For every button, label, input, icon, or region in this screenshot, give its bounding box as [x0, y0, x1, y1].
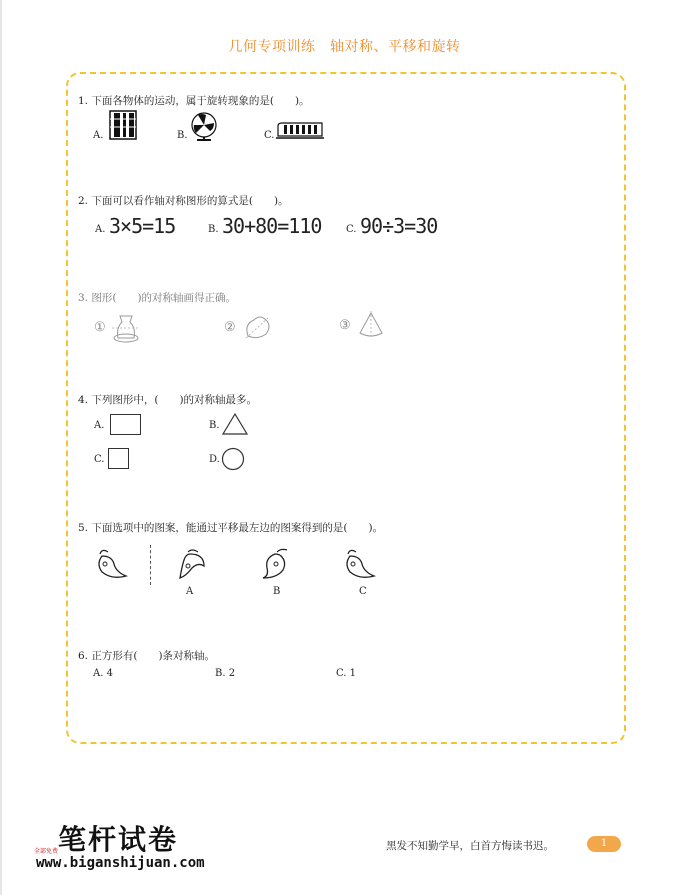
site-url: www.biganshijuan.com: [36, 855, 205, 871]
question-2-stem: 2. 下面可以看作轴对称图形的算式是( )。: [78, 195, 289, 207]
q4-option-a-label: A.: [94, 420, 105, 431]
q5-option-b-label: B: [273, 586, 281, 597]
q3-option-3-label: ③: [339, 318, 351, 333]
q6-option-c: C. 1: [336, 668, 357, 679]
page-edge: [0, 0, 2, 895]
q1-option-b-label: B.: [177, 130, 188, 141]
footer-motto: 黑发不知勤学早，白首方悔读书迟。: [386, 840, 554, 852]
site-logo-tagline: 全部免费: [34, 848, 59, 855]
leaf-icon: [242, 312, 274, 342]
pepper-icon-c: [342, 546, 378, 582]
q1-option-a-label: A.: [93, 130, 104, 141]
pepper-icon-a: [174, 546, 210, 582]
pepper-icon: [94, 546, 130, 582]
q2-option-a-label: A.: [95, 224, 106, 235]
q2-option-b-expression: 30+80=110: [222, 214, 322, 238]
q4-option-b-label: B.: [209, 420, 220, 431]
q4-option-d-label: D.: [209, 454, 220, 465]
train-icon: [276, 120, 324, 140]
q5-option-a-label: A: [186, 586, 194, 597]
q4-option-c-label: C.: [94, 454, 105, 465]
question-4-stem: 4. 下列图形中，( )的对称轴最多。: [78, 394, 258, 406]
question-6-stem: 6. 正方形有( )条对称轴。: [78, 650, 216, 662]
vase-icon: [110, 312, 142, 344]
question-1-stem: 1. 下面各物体的运动，属于旋转现象的是( )。: [78, 95, 310, 107]
site-logo-text: 笔杆试卷: [58, 823, 179, 856]
q6-option-a: A. 4: [93, 668, 113, 679]
square-icon: [108, 448, 129, 469]
worksheet-title: 几何专项训练 轴对称、平移和旋转: [228, 39, 461, 55]
sliding-door-icon: [108, 109, 138, 141]
fan-icon: [188, 111, 220, 141]
cone-icon: [356, 311, 386, 339]
q2-option-b-label: B.: [208, 224, 219, 235]
q3-option-1-label: ①: [94, 320, 106, 335]
triangle-icon: [221, 412, 249, 436]
q5-option-c-label: C: [359, 586, 367, 597]
pepper-icon-b: [259, 546, 295, 582]
q3-option-2-label: ②: [224, 320, 236, 335]
question-5-stem: 5. 下面选项中的图案，能通过平移最左边的图案得到的是( )。: [78, 522, 384, 534]
page-number-badge: 1: [587, 836, 621, 852]
divider-line: [150, 545, 151, 585]
rectangle-icon: [110, 414, 141, 435]
q2-option-c-label: C.: [346, 224, 357, 235]
question-frame: [66, 72, 626, 744]
q6-option-b: B. 2: [215, 668, 236, 679]
question-3-stem: 3. 图形( )的对称轴画得正确。: [78, 292, 237, 304]
circle-icon: [221, 447, 245, 471]
q1-option-c-label: C.: [264, 130, 275, 141]
q2-option-c-expression: 90÷3=30: [360, 214, 438, 238]
q2-option-a-expression: 3×5=15: [109, 214, 176, 238]
